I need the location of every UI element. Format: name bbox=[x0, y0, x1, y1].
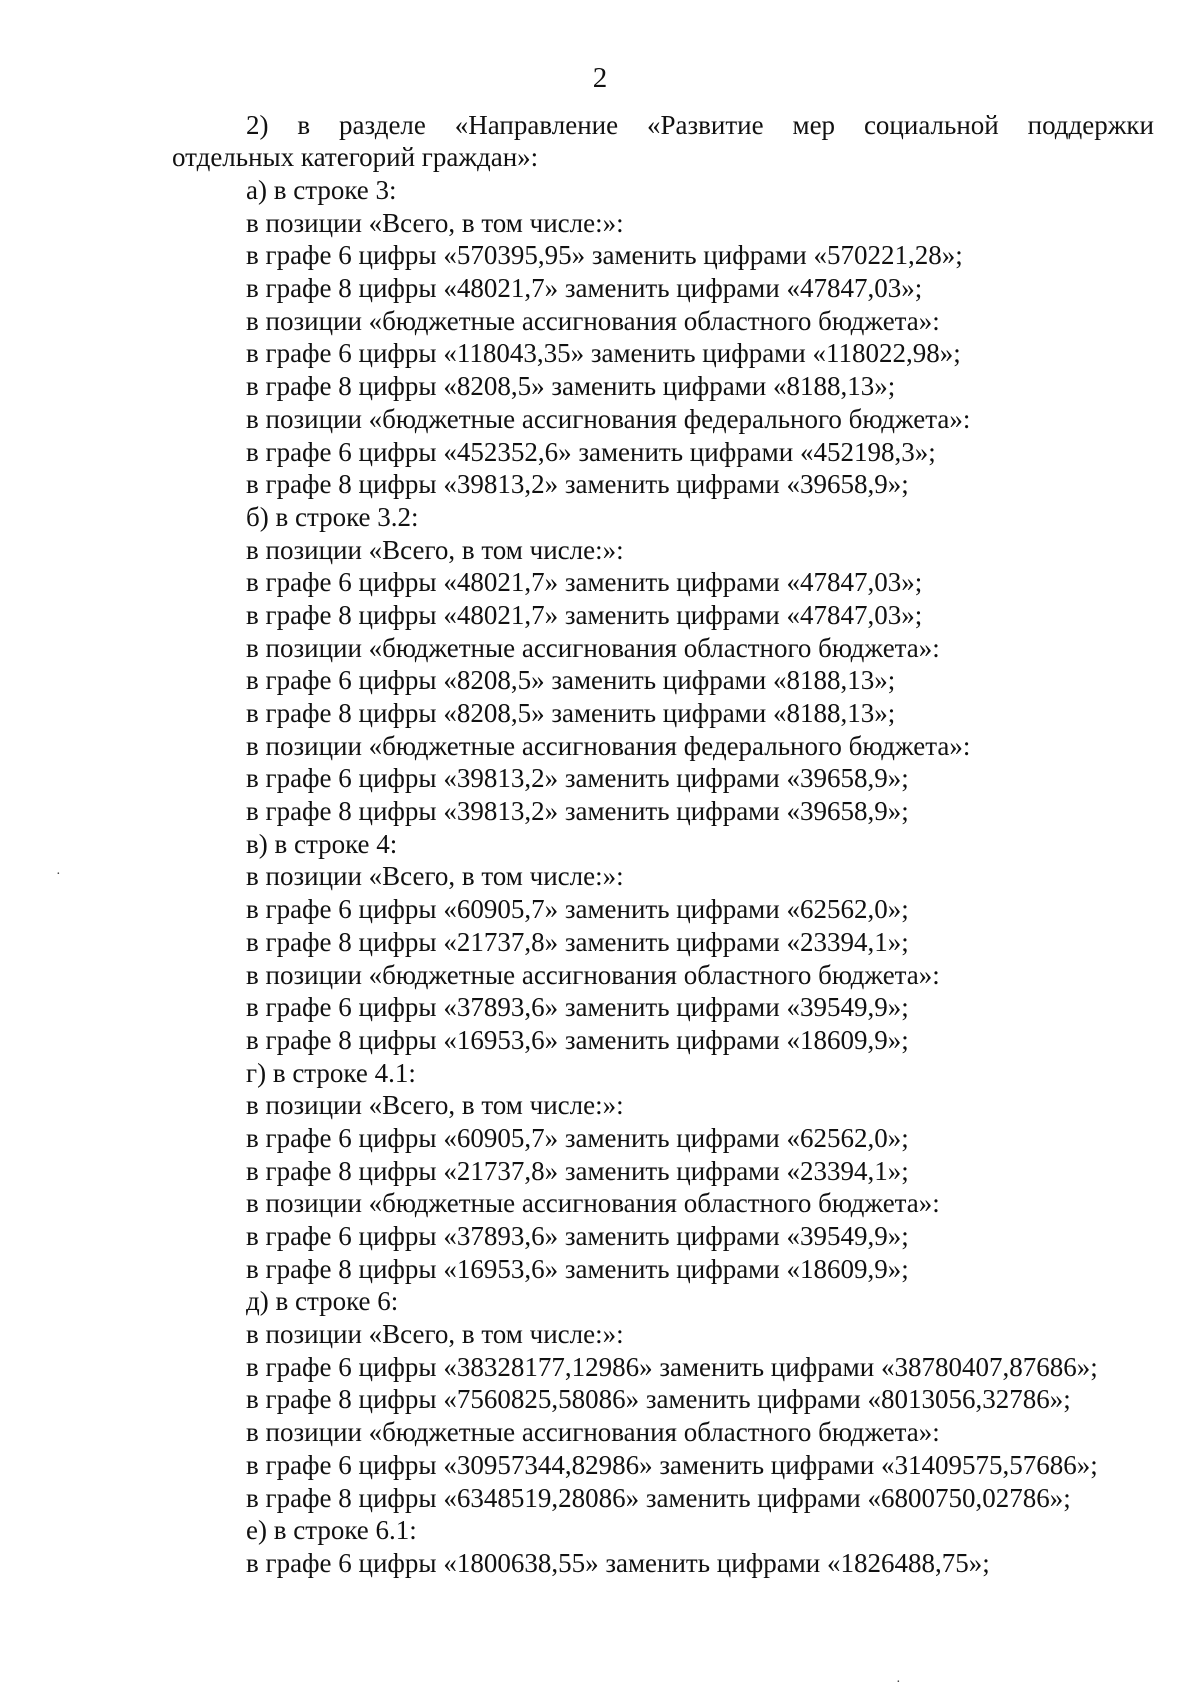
amendment-line: в позиции «бюджетные ассигнования областного бюджета»: bbox=[246, 1417, 940, 1448]
amendment-line: в позиции «бюджетные ассигнования федерального бюджета»: bbox=[246, 403, 971, 434]
amendment-line: в графе 6 цифры «30957344,82986» заменить цифрами «31409575,57686»; bbox=[246, 1449, 1098, 1480]
amendment-list bbox=[246, 174, 1186, 1580]
amendment-line: в графе 6 цифры «37893,6» заменить цифрами «39549,9»; bbox=[246, 1221, 909, 1251]
amendment-line: в графе 6 цифры «60905,7» заменить цифрами «62562,0»; bbox=[246, 894, 909, 925]
amendment-line: в позиции «Всего, в том числе:»: bbox=[246, 861, 624, 892]
amendment-line: в графе 8 цифры «21737,8» заменить цифрами «23394,1»; bbox=[246, 926, 909, 957]
page-number: 2 bbox=[592, 62, 608, 94]
amendment-line: в графе 6 цифры «37893,6» заменить цифрами «39549,9»; bbox=[246, 992, 909, 1023]
amendment-line: г) в строке 4.1: bbox=[246, 1057, 416, 1088]
scan-speck: · bbox=[896, 1675, 901, 1690]
amendment-line: в графе 8 цифры «48021,7» заменить цифрами «47847,03»; bbox=[246, 599, 923, 630]
amendment-line: в графе 8 цифры «39813,2» заменить цифрами «39658,9»; bbox=[246, 796, 909, 827]
amendment-line: в графе 8 цифры «8208,5» заменить цифрами «8188,13»; bbox=[246, 698, 896, 728]
amendment-line: б) в строке 3.2: bbox=[246, 501, 419, 532]
amendment-line: в графе 6 цифры «48021,7» заменить цифрами «47847,03»; bbox=[246, 567, 923, 598]
amendment-line: в графе 8 цифры «16953,6» заменить цифрами «18609,9»; bbox=[246, 1253, 909, 1284]
amendment-line: в позиции «бюджетные ассигнования областного бюджета»: bbox=[246, 305, 940, 336]
amendment-line: в графе 6 цифры «8208,5» заменить цифрами «8188,13»; bbox=[246, 665, 896, 696]
amendment-line: в графе 6 цифры «60905,7» заменить цифрами «62562,0»; bbox=[246, 1122, 909, 1153]
amendment-line: в графе 8 цифры «7560825,58086» заменить цифрами «8013056,32786»; bbox=[246, 1384, 1071, 1415]
amendment-line: в графе 6 цифры «118043,35» заменить цифрами «118022,98»; bbox=[246, 338, 961, 369]
amendment-line: в графе 8 цифры «21737,8» заменить цифрами «23394,1»; bbox=[246, 1155, 909, 1186]
amendment-line: е) в строке 6.1: bbox=[246, 1515, 417, 1546]
amendment-line: в позиции «бюджетные ассигнования областного бюджета»: bbox=[246, 959, 940, 990]
amendment-line: в позиции «Всего, в том числе:»: bbox=[246, 1319, 624, 1350]
amendment-line: в графе 6 цифры «570395,95» заменить цифрами «570221,28»; bbox=[246, 240, 963, 271]
scan-speck: · bbox=[56, 867, 61, 882]
section-heading-line-1: 2) в разделе «Направление «Развитие мер социальной поддержки bbox=[246, 110, 1154, 140]
amendment-line: в позиции «бюджетные ассигнования федерального бюджета»: bbox=[246, 730, 971, 761]
amendment-line: в графе 6 цифры «38328177,12986» заменить цифрами «38780407,87686»; bbox=[246, 1351, 1098, 1382]
amendment-line: а) в строке 3: bbox=[246, 175, 397, 205]
amendment-line: в) в строке 4: bbox=[246, 828, 398, 859]
amendment-line: в позиции «Всего, в том числе:»: bbox=[246, 1090, 624, 1121]
amendment-line: в графе 8 цифры «16953,6» заменить цифрами «18609,9»; bbox=[246, 1024, 909, 1055]
amendment-line: в графе 8 цифры «8208,5» заменить цифрами «8188,13»; bbox=[246, 371, 896, 402]
amendment-line: в графе 8 цифры «48021,7» заменить цифрами «47847,03»; bbox=[246, 273, 923, 304]
amendment-line: в графе 6 цифры «1800638,55» заменить цифрами «1826488,75»; bbox=[246, 1547, 990, 1578]
amendment-line: д) в строке 6: bbox=[246, 1286, 399, 1317]
amendment-line: в позиции «бюджетные ассигнования областного бюджета»: bbox=[246, 632, 940, 663]
amendment-line: в графе 6 цифры «39813,2» заменить цифрами «39658,9»; bbox=[246, 763, 909, 794]
amendment-line: в позиции «бюджетные ассигнования областного бюджета»: bbox=[246, 1188, 940, 1219]
section-heading-line-2: отдельных категорий граждан»: bbox=[172, 142, 539, 172]
amendment-line: в графе 6 цифры «452352,6» заменить цифрами «452198,3»; bbox=[246, 436, 936, 467]
amendment-line: в графе 8 цифры «6348519,28086» заменить цифрами «6800750,02786»; bbox=[246, 1482, 1071, 1513]
amendment-line: в позиции «Всего, в том числе:»: bbox=[246, 207, 624, 238]
amendment-line: в графе 8 цифры «39813,2» заменить цифрами «39658,9»; bbox=[246, 469, 909, 500]
amendment-line: в позиции «Всего, в том числе:»: bbox=[246, 534, 624, 565]
